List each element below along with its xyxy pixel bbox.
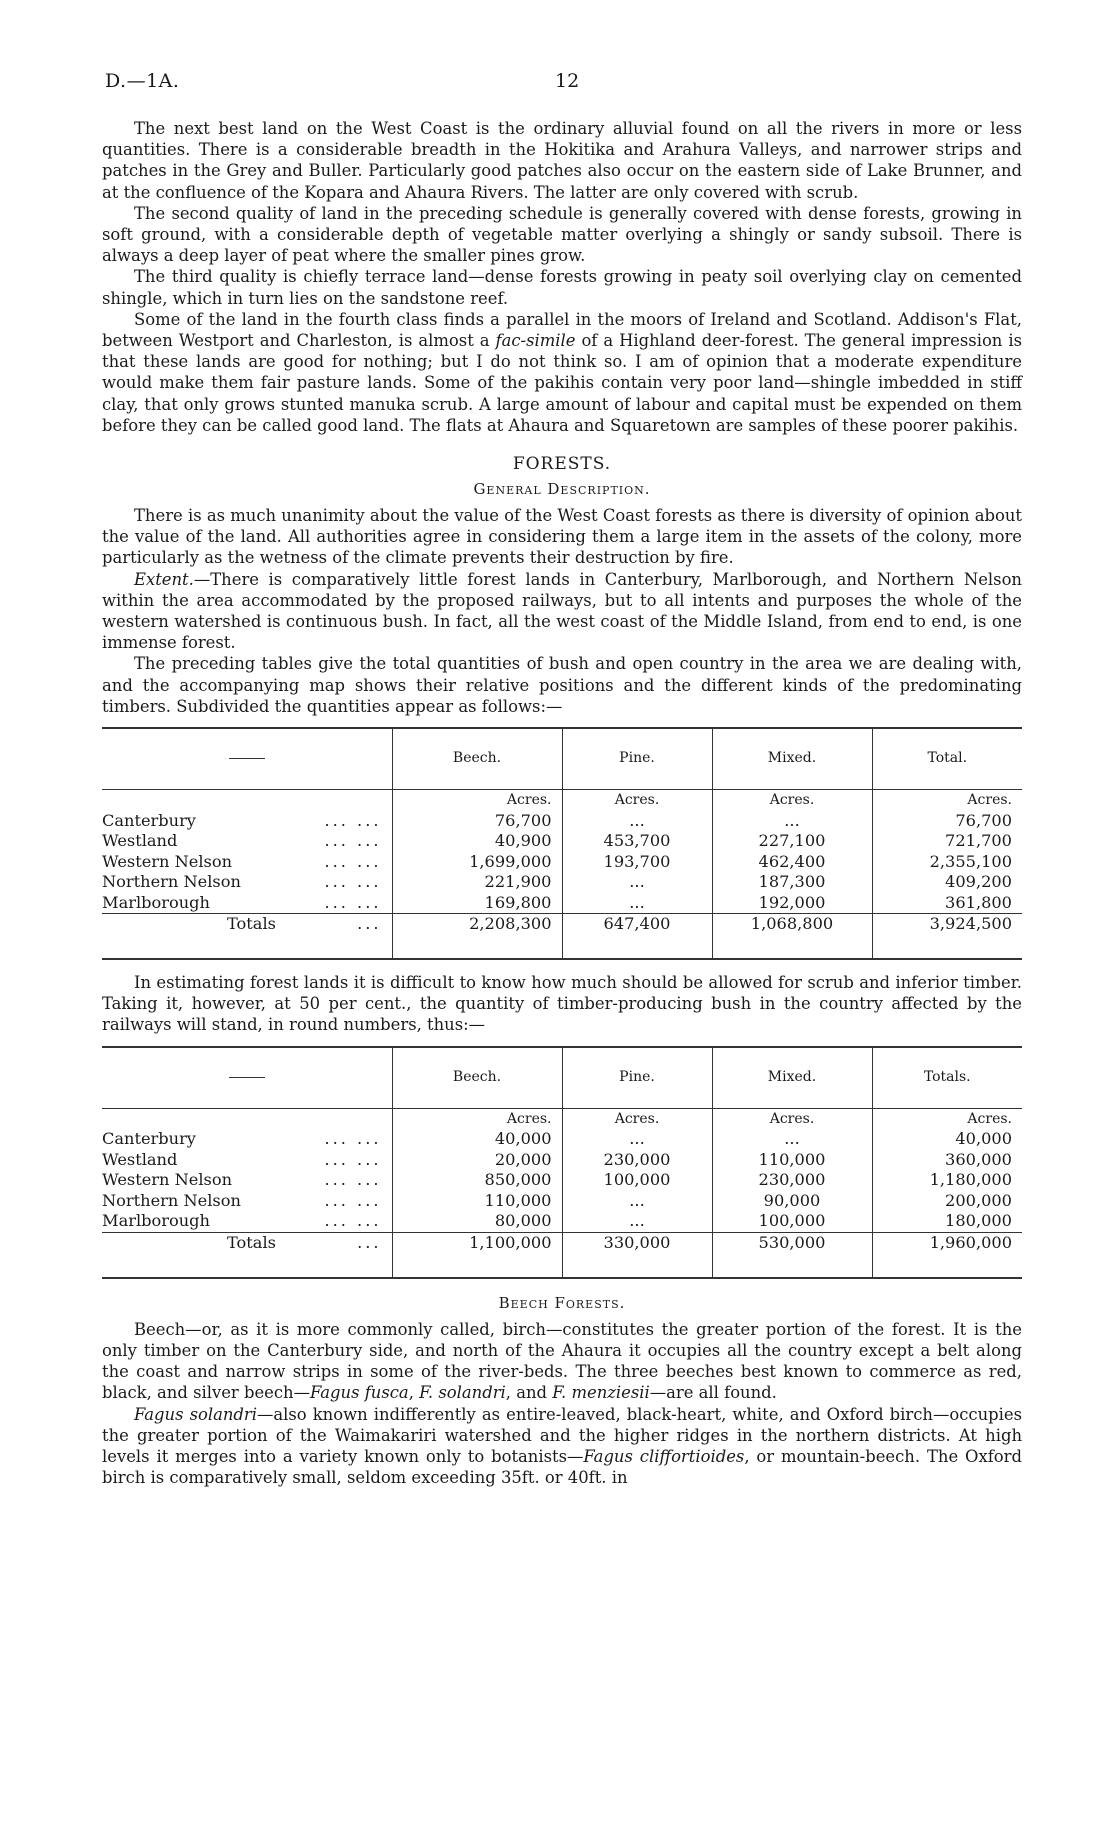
mixed-total: 1,068,800 (712, 914, 872, 960)
unit-label: Acres. (712, 790, 872, 811)
mixed-total: 530,000 (712, 1232, 872, 1278)
beech-value: 110,000 (392, 1191, 562, 1212)
grand-total: 1,960,000 (872, 1232, 1022, 1278)
leader-dots: ... (357, 914, 382, 934)
paragraph-beech (102, 1319, 1022, 1404)
total-value: 360,000 (872, 1150, 1022, 1171)
table-row (102, 831, 1022, 852)
mixed-value: ... (712, 811, 872, 832)
unit-label: Acres. (392, 1108, 562, 1129)
beech-value: 1,699,000 (392, 852, 562, 873)
beech-value: 221,900 (392, 872, 562, 893)
solandri-text-end: , or mountain-beech. The Oxford birch is comparatively small, seldom exceeding 35ft. or 40ft. in (102, 1446, 1022, 1488)
table-row (102, 811, 1022, 832)
page-number: 12 (555, 70, 580, 92)
table-row (102, 893, 1022, 914)
leader-dots: ... ... (324, 1149, 382, 1169)
mixed-value: 462,400 (712, 852, 872, 873)
total-value: 1,180,000 (872, 1170, 1022, 1191)
paragraph-fourth-class (102, 309, 1022, 436)
totals-row (102, 914, 1022, 960)
header-beech: Beech. (392, 1047, 562, 1109)
paragraph-fourth-class-part2: of a Highland deer-forest. The general impression is that these lands are good for nothing; but I do not think so. I am of opinion that a moderate expenditure would make them fair pasture lands. Some of the pakihis contain very poor land—shingle imbedded in stiff clay, that only grows stunted manuka scrub. A large amount of labour and capital must be expended on them before they can be called good land. The flats at Ahaura and Squaretown are samples of these poorer pakihis. (102, 331, 1022, 435)
page-body (102, 118, 1022, 1488)
pine-value: ... (562, 1191, 712, 1212)
page-header (105, 70, 1025, 100)
header-region (102, 1047, 392, 1109)
header-totals: Totals. (872, 1047, 1022, 1109)
mixed-value: 100,000 (712, 1211, 872, 1232)
total-value: 721,700 (872, 831, 1022, 852)
pine-value: ... (562, 893, 712, 914)
total-value: 40,000 (872, 1129, 1022, 1150)
leader-dots: ... ... (324, 831, 382, 851)
pine-value: ... (562, 1211, 712, 1232)
header-region (102, 728, 392, 790)
beech-value: 20,000 (392, 1150, 562, 1171)
grand-total: 3,924,500 (872, 914, 1022, 960)
region-name: Western Nelson (102, 851, 232, 871)
paragraph-alluvial: The next best land on the West Coast is the ordinary alluvial found on all the rivers in more or less quantities. There is a considerable breadth in the Hokitika and Arahura Valleys, and narrower strips and patches in the Grey and Buller. Particularly good patches also occur on the eastern side of Lake Brunner, and at the confluence of the Kopara and Ahaura Rivers. The latter are only covered with scrub. (102, 119, 1022, 202)
beech-value: 76,700 (392, 811, 562, 832)
paragraph-third-quality: The third quality is chiefly terrace land—dense forests growing in peaty soil overlying clay on cemented shingle, which in turn lies on the sandstone reef. (102, 267, 1022, 308)
species-name: Fagus solandri (134, 1404, 257, 1424)
header-pine: Pine. (562, 728, 712, 790)
region-cell (102, 1211, 392, 1232)
region-name: Marlborough (102, 892, 210, 912)
region-cell (102, 852, 392, 873)
document-reference: D.—1A. (105, 70, 180, 92)
region-cell (102, 893, 392, 914)
pine-value: 230,000 (562, 1150, 712, 1171)
table-row (102, 852, 1022, 873)
region-name: Canterbury (102, 1129, 196, 1149)
paragraph-second-quality: The second quality of land in the preceding schedule is generally covered with dense forests, growing in soft ground, with a considerable depth of vegetable matter overlying a shingly or sandy subsoil. There is always a deep layer of peat where the smaller pines grow. (102, 203, 1022, 266)
total-value: 200,000 (872, 1191, 1022, 1212)
mixed-value: 227,100 (712, 831, 872, 852)
leader-dots: ... ... (324, 810, 382, 830)
dash-mark (229, 1077, 265, 1078)
species-name: Fagus fusca (310, 1383, 409, 1403)
pine-value: ... (562, 1129, 712, 1150)
timber-producing-table (102, 1046, 1022, 1279)
paragraph-fourth-class-part1: Some of the land in the fourth class finds a parallel in the moors of Ireland and Scotland. Addison's Flat, between Westport and Charleston, is almost a (102, 309, 1022, 351)
pine-total: 647,400 (562, 914, 712, 960)
mixed-value: 90,000 (712, 1191, 872, 1212)
region-cell (102, 811, 392, 832)
pine-total: 330,000 (562, 1232, 712, 1278)
table-row (102, 1211, 1022, 1232)
header-pine: Pine. (562, 1047, 712, 1109)
pine-value: ... (562, 872, 712, 893)
unit-label: Acres. (392, 790, 562, 811)
species-name: F. menziesii (552, 1383, 650, 1403)
beech-forests-heading: Beech Forests. (498, 1293, 626, 1312)
paragraph-forest-value: There is as much unanimity about the value of the West Coast forests as there is diversity of opinion about the value of the land. All authorities agree in considering them a large item in the assets of the colony, more particularly as the wetness of the climate prevents their destruction by fire. (102, 506, 1022, 568)
units-row (102, 1108, 1022, 1129)
totals-label-cell (102, 1232, 392, 1278)
mixed-value: 230,000 (712, 1170, 872, 1191)
units-row (102, 790, 1022, 811)
table-row (102, 872, 1022, 893)
beech-value: 80,000 (392, 1211, 562, 1232)
leader-dots: ... ... (324, 851, 382, 871)
leader-dots: ... ... (324, 1211, 382, 1231)
region-name: Westland (102, 1149, 178, 1169)
pine-value: ... (562, 811, 712, 832)
region-cell (102, 1170, 392, 1191)
region-name: Northern Nelson (102, 872, 241, 892)
total-value: 76,700 (872, 811, 1022, 832)
units-blank (102, 790, 392, 811)
header-beech: Beech. (392, 728, 562, 790)
total-value: 180,000 (872, 1211, 1022, 1232)
mixed-value: 187,300 (712, 872, 872, 893)
leader-dots: ... ... (324, 892, 382, 912)
leader-dots: ... ... (324, 1129, 382, 1149)
unit-label: Acres. (872, 1108, 1022, 1129)
unit-label: Acres. (872, 790, 1022, 811)
region-name: Western Nelson (102, 1170, 232, 1190)
region-cell (102, 1129, 392, 1150)
forest-quantities-table (102, 727, 1022, 960)
table-row (102, 1129, 1022, 1150)
header-mixed: Mixed. (712, 728, 872, 790)
facsimile-term: fac-simile (495, 331, 576, 351)
region-name: Westland (102, 831, 178, 851)
region-name: Canterbury (102, 810, 196, 830)
region-name: Northern Nelson (102, 1190, 241, 1210)
leader-dots: ... ... (324, 1190, 382, 1210)
total-value: 361,800 (872, 893, 1022, 914)
region-cell (102, 872, 392, 893)
region-cell (102, 1191, 392, 1212)
beech-text-end: —are all found. (649, 1383, 777, 1403)
region-cell (102, 831, 392, 852)
pine-value: 100,000 (562, 1170, 712, 1191)
table-header-row (102, 728, 1022, 790)
general-description-heading: General Description. (473, 480, 651, 499)
pine-value: 453,700 (562, 831, 712, 852)
header-mixed: Mixed. (712, 1047, 872, 1109)
forests-heading: FORESTS. (512, 454, 612, 475)
species-name: F. solandri (419, 1383, 506, 1403)
table-row (102, 1150, 1022, 1171)
separator: , and (505, 1383, 553, 1403)
extent-label: Extent. (134, 569, 194, 589)
extent-body: —There is comparatively little forest lands in Canterbury, Marlborough, and Northern Nelson within the area accommodated by the proposed railways, but to all intents and purposes the whole of the western watershed is continuous bush. In fact, all the west coast of the Middle Island, from end to end, is one immense forest. (102, 569, 1022, 653)
paragraph-preceding-tables: The preceding tables give the total quantities of bush and open country in the area we are dealing with, and the accompanying map shows their relative positions and the different kinds of the predominating timbers. Subdivided the quantities appear as follows:— (102, 654, 1022, 716)
paragraph-estimating: In estimating forest lands it is difficult to know how much should be allowed for scrub and inferior timber. Taking it, however, at 50 per cent., the quantity of timber-producing bush in the country affected by the railways will stand, in round numbers, thus:— (102, 973, 1022, 1035)
table-row (102, 1191, 1022, 1212)
header-total: Total. (872, 728, 1022, 790)
beech-value: 40,900 (392, 831, 562, 852)
leader-dots: ... ... (324, 1170, 382, 1190)
dash-mark (229, 758, 265, 759)
beech-value: 169,800 (392, 893, 562, 914)
totals-label: Totals (227, 1232, 276, 1252)
beech-value: 40,000 (392, 1129, 562, 1150)
beech-text: Beech—or, as it is more commonly called, birch—constitutes the greater portion of the forest. It is the only timber on the Canterbury side, and north of the Ahaura it occupies all the country except a belt along the coast and narrow strips in some of the river-beds. The three beeches best known to commerce as red, black, and silver beech— (102, 1319, 1022, 1403)
total-value: 2,355,100 (872, 852, 1022, 873)
beech-total: 2,208,300 (392, 914, 562, 960)
paragraph-extent (102, 569, 1022, 654)
unit-label: Acres. (712, 1108, 872, 1129)
totals-label: Totals (227, 914, 276, 934)
units-blank (102, 1108, 392, 1129)
leader-dots: ... ... (324, 872, 382, 892)
paragraph-fagus-solandri (102, 1404, 1022, 1489)
total-value: 409,200 (872, 872, 1022, 893)
species-name: Fagus cliffortioides (583, 1446, 745, 1466)
mixed-value: 110,000 (712, 1150, 872, 1171)
separator: , (408, 1383, 420, 1403)
table-header-row (102, 1047, 1022, 1109)
totals-label-cell (102, 914, 392, 960)
pine-value: 193,700 (562, 852, 712, 873)
region-cell (102, 1150, 392, 1171)
beech-value: 850,000 (392, 1170, 562, 1191)
region-name: Marlborough (102, 1211, 210, 1231)
solandri-text: —also known indifferently as entire-leaved, black-heart, white, and Oxford birch—occupies the greater portion of the Waimakariri watershed and the higher ridges in the northern districts. At high levels it merges into a variety known only to botanists— (102, 1404, 1022, 1466)
mixed-value: ... (712, 1129, 872, 1150)
unit-label: Acres. (562, 790, 712, 811)
beech-total: 1,100,000 (392, 1232, 562, 1278)
mixed-value: 192,000 (712, 893, 872, 914)
table-row (102, 1170, 1022, 1191)
totals-row (102, 1232, 1022, 1278)
unit-label: Acres. (562, 1108, 712, 1129)
leader-dots: ... (357, 1232, 382, 1252)
